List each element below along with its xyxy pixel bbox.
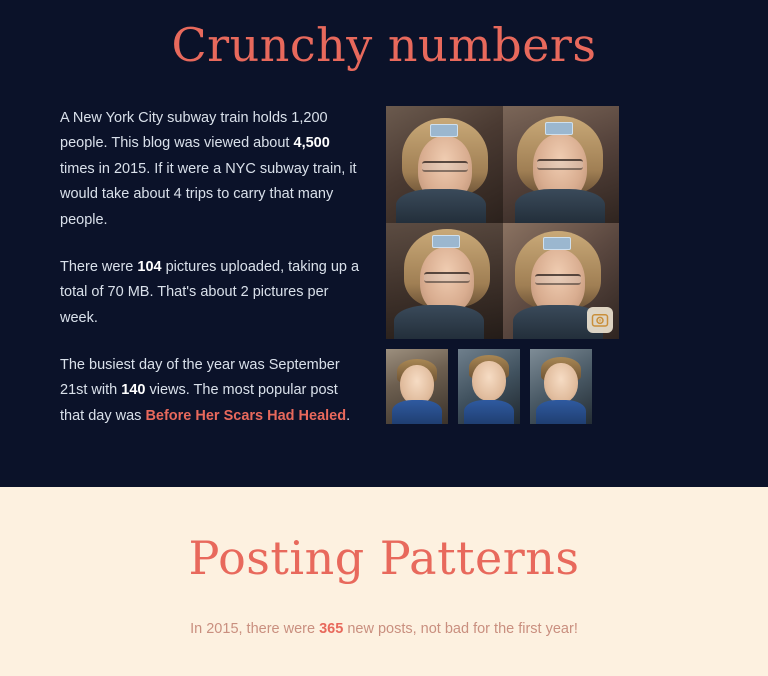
thumbnail-3[interactable] [530, 349, 592, 424]
face-shape [472, 361, 506, 401]
paragraph2-part2: pictures uploaded, taking up a total of 70 MB. That's about 2 pictures per week. [60, 258, 360, 326]
subtitle-part2: new posts, not bad for the first year! [343, 621, 578, 637]
thumbnail-1[interactable] [386, 349, 448, 424]
collage-quadrant-top-left [386, 106, 503, 223]
crunchy-content-row [0, 106, 768, 451]
paragraph1-part1: A New York City subway train holds 1,200 people. This blog was viewed about [60, 110, 328, 152]
posting-patterns-section [0, 487, 768, 676]
shirt-shape [392, 400, 442, 424]
crunchy-media-column [386, 106, 708, 451]
paragraph-busiest-day [60, 353, 360, 429]
shirt-shape [396, 189, 486, 223]
page-title-posting-patterns: Posting Patterns [188, 531, 580, 585]
pictures-count: 104 [137, 258, 162, 275]
face-shape [544, 363, 578, 403]
forehead-sticker [432, 235, 460, 248]
posting-subtitle [0, 585, 768, 637]
face-shape [400, 365, 434, 405]
paragraph2-part1: There were [60, 258, 138, 275]
paragraph-pictures-uploaded [60, 255, 360, 331]
shirt-shape [536, 400, 586, 424]
glasses-shape [422, 161, 468, 172]
paragraph3-part2: views. The most popular post that day was [60, 382, 338, 424]
posts-count: 365 [319, 621, 344, 637]
paragraph3-part3: . [346, 407, 351, 424]
forehead-sticker [543, 237, 571, 250]
subtitle-part1: In 2015, there were [190, 621, 320, 637]
page-title-crunchy-numbers: Crunchy numbers [171, 18, 597, 72]
crunchy-text-column [60, 106, 360, 451]
collage-quadrant-top-right [503, 106, 620, 223]
shirt-shape [394, 305, 484, 339]
glasses-shape [424, 272, 470, 283]
featured-photo-collage[interactable] [386, 106, 619, 339]
thumbnail-row [386, 349, 708, 424]
instagram-camera-icon [587, 307, 613, 333]
paragraph1-part2: times in 2015. If it were a NYC subway train, it would take about 4 trips to carry that many people. [60, 160, 357, 228]
glasses-shape [535, 274, 581, 285]
paragraph-subway-views [60, 106, 360, 233]
busiest-day-views: 140 [121, 382, 146, 399]
popular-post-link[interactable]: Before Her Scars Had Healed [145, 407, 347, 424]
thumbnail-2[interactable] [458, 349, 520, 424]
glasses-shape [537, 159, 583, 170]
shirt-shape [515, 189, 605, 223]
forehead-sticker [430, 124, 458, 137]
forehead-sticker [545, 122, 573, 135]
views-count: 4,500 [293, 135, 330, 152]
shirt-shape [464, 400, 514, 424]
paragraph3-part1: The busiest day of the year was September 21st with [60, 357, 340, 399]
collage-quadrant-bottom-left [386, 223, 503, 340]
